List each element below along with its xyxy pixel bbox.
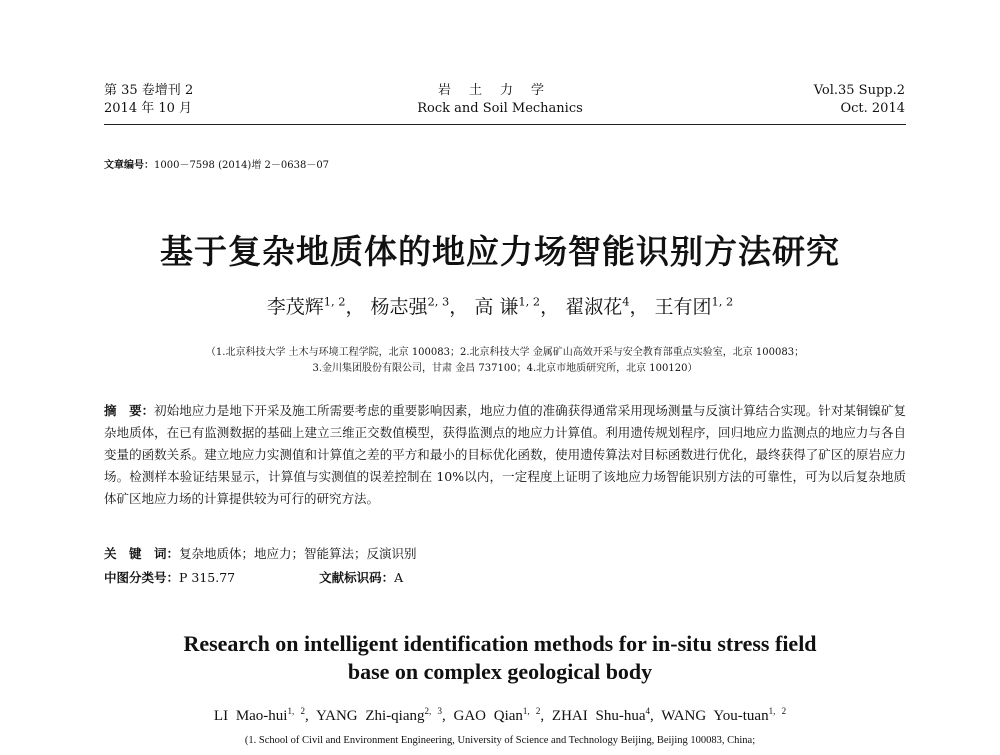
- article-number-value: 1000－7598 (2014)增 2－0638－07: [154, 160, 330, 171]
- affiliations-cn-line1: （1.北京科技大学 土木与环境工程学院，北京 100083；2.北京科技大学 金属矿山高效开采与安全教育部重点实验室，北京 100083；: [205, 347, 805, 358]
- author-cn: 杨志强$^{2, 3}$，: [370, 294, 469, 318]
- journal-name-en: Rock and Soil Mechanics: [417, 101, 583, 116]
- volume-supplement-en: Vol.35 Supp.2: [813, 83, 905, 98]
- classification-line: [104, 568, 403, 586]
- author-en: YANG Zhi-qiang$^{2, 3}$,: [315, 706, 446, 724]
- keywords-cn: [104, 544, 417, 562]
- clc-label: 中图分类号：: [104, 570, 180, 585]
- paper-title-en-line1: Research on intelligent identification methods for in-situ stress field: [183, 631, 817, 656]
- author-en: WANG You-tuan$^{1, 2}$: [661, 706, 787, 724]
- doc-code-label: 文献标识码：: [319, 570, 395, 585]
- paper-title-en: [0, 630, 1000, 686]
- authors-en: [0, 706, 1000, 725]
- abstract-cn: [104, 400, 906, 510]
- date-cn: 2014 年 10 月: [104, 101, 193, 116]
- article-number: [104, 156, 329, 171]
- journal-issue-cn: [104, 82, 193, 118]
- paper-title-cn: 基于复杂地质体的地应力场智能识别方法研究: [160, 232, 840, 271]
- affiliation-en-line1: (1. School of Civil and Environment Engineering, University of Science and Technology Beijing, Beijing 100083, China;: [244, 735, 756, 746]
- author-cn: 王有团$^{1, 2}$: [654, 294, 734, 318]
- abstract-label: 摘 要：: [104, 403, 155, 418]
- keywords-text: 复杂地质体；地应力；智能算法；反演识别: [179, 546, 417, 561]
- authors-cn: [0, 292, 1000, 319]
- author-cn: 李茂辉$^{1, 2}$，: [266, 294, 365, 318]
- clc-value: P 315.77: [179, 570, 236, 585]
- author-en: ZHAI Shu-hua$^4$,: [551, 706, 654, 724]
- journal-name-cn: 岩土力学: [437, 83, 562, 98]
- date-en: Oct. 2014: [840, 101, 905, 116]
- volume-supplement-cn: 第 35 卷增刊 2: [104, 83, 194, 98]
- author-en: GAO Qian$^{1, 2}$,: [453, 706, 545, 724]
- author-cn: 翟淑花$^4$，: [565, 294, 649, 318]
- journal-name: [380, 82, 620, 118]
- journal-issue-en: [814, 82, 905, 118]
- affiliations-cn-line2: 3.金川集团股份有限公司，甘肃 金昌 737100；4.北京市地质研究所，北京 100120）: [312, 363, 698, 374]
- keywords-label: 关 键 词：: [104, 546, 180, 561]
- author-cn: 高 谦$^{1, 2}$，: [474, 294, 560, 318]
- abstract-text: 初始地应力是地下开采及施工所需要考虑的重要影响因素，地应力值的准确获得通常采用现场测量与反演计算结合实现。针对某铜镍矿复杂地质体，在已有监测数据的基础上建立三维正交数值模型，获得监测点的地应力计算值。利用遗传规划程序，回归地应力监测点的地应力与各自变量的函数关系。建立地应力实测值和计算值之差的平方和最小的目标优化函数，使用遗传算法对目标函数进行优化，最终获得了矿区的原岩应力场。检测样本验证结果显示，计算值与实测值的误差控制在 10%以内，一定程度上证明了该地应力场智能识别方法的可靠性，可为以后复杂地质体矿区地应力场的计算提供较为可行的研究方法。: [104, 403, 906, 506]
- article-number-label: 文章编号：: [104, 160, 154, 171]
- header-divider: [104, 124, 906, 125]
- paper-title-en-line2: base on complex geological body: [347, 659, 653, 684]
- author-en: LI Mao-hui$^{1, 2}$,: [213, 706, 309, 724]
- doc-code-value: A: [394, 570, 404, 585]
